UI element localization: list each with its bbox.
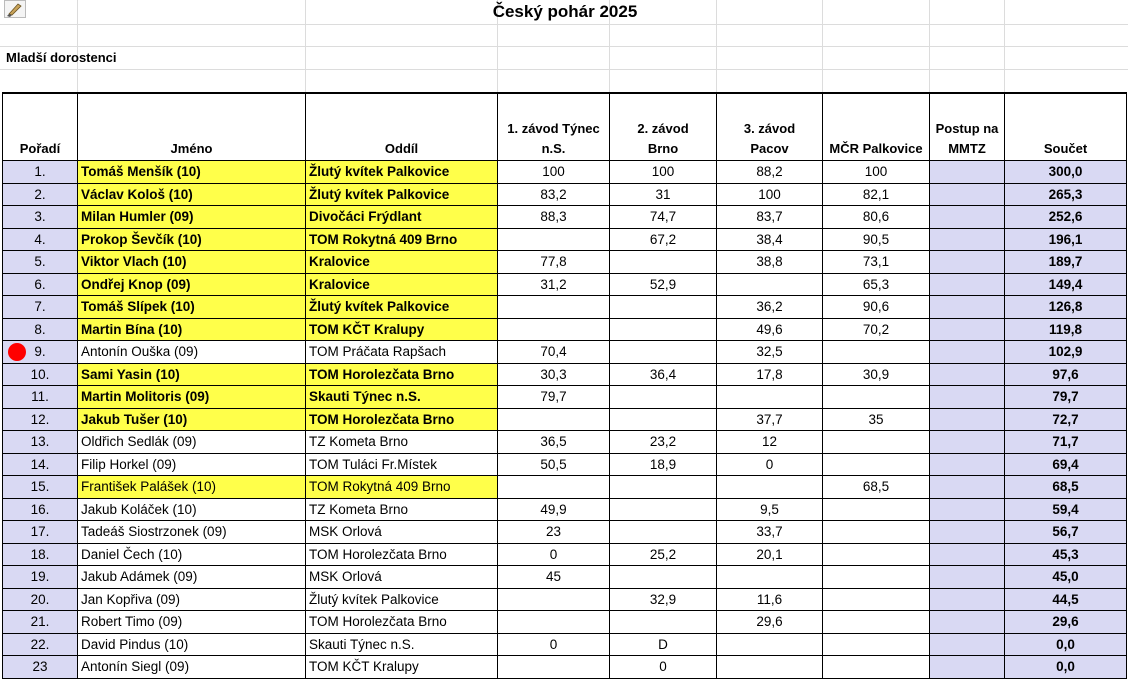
table-row[interactable] [3,183,1127,206]
row-rank[interactable]: 21. [3,611,78,634]
row-advance[interactable] [930,521,1005,544]
row-club[interactable]: Žlutý kvítek Palkovice [306,161,498,184]
row-name[interactable]: Martin Molitoris (09) [78,386,306,409]
row-race3[interactable]: 33,7 [717,521,823,544]
row-race1[interactable]: 0 [498,543,610,566]
row-race1[interactable]: 36,5 [498,431,610,454]
row-race2[interactable]: 36,4 [610,363,717,386]
col-total[interactable]: Součet [1005,93,1127,161]
row-race2[interactable]: 74,7 [610,206,717,229]
row-advance[interactable] [930,633,1005,656]
row-rank[interactable]: 11. [3,386,78,409]
row-club[interactable]: TZ Kometa Brno [306,498,498,521]
category-label: Mladší dorostenci [6,50,117,65]
row-race2[interactable]: 31 [610,183,717,206]
row-club[interactable]: Skauti Týnec n.S. [306,633,498,656]
row-name[interactable]: Antonín Siegl (09) [78,656,306,679]
row-club[interactable]: TOM Práčata Rapšach [306,341,498,364]
col-race3[interactable]: 3. závod Pacov [717,93,823,161]
row-rank[interactable]: 6. [3,273,78,296]
row-name[interactable]: Jakub Tušer (10) [78,408,306,431]
row-race1[interactable]: 23 [498,521,610,544]
row-total[interactable]: 79,7 [1005,386,1127,409]
row-total[interactable]: 45,0 [1005,566,1127,589]
row-name[interactable]: Filip Horkel (09) [78,453,306,476]
row-race2[interactable]: 67,2 [610,228,717,251]
row-club[interactable]: TOM KČT Kralupy [306,656,498,679]
row-name[interactable]: František Palášek (10) [78,476,306,499]
row-name[interactable]: David Pindus (10) [78,633,306,656]
row-advance[interactable] [930,588,1005,611]
row-name[interactable]: Sami Yasin (10) [78,363,306,386]
row-rank[interactable]: 17. [3,521,78,544]
brush-icon[interactable] [4,0,26,18]
row-race1[interactable] [498,408,610,431]
row-mcr[interactable] [823,588,930,611]
row-race1[interactable]: 30,3 [498,363,610,386]
table-row[interactable] [3,656,1127,679]
row-mcr[interactable]: 30,9 [823,363,930,386]
row-race3[interactable]: 36,2 [717,296,823,319]
row-race1[interactable]: 79,7 [498,386,610,409]
table-row[interactable] [3,566,1127,589]
col-rank[interactable]: Pořadí [3,93,78,161]
row-race3[interactable]: 29,6 [717,611,823,634]
table-row[interactable] [3,273,1127,296]
row-name[interactable]: Milan Humler (09) [78,206,306,229]
row-rank[interactable]: 23 [3,656,78,679]
row-race2[interactable]: 100 [610,161,717,184]
table-row[interactable] [3,453,1127,476]
row-name[interactable]: Václav Kološ (10) [78,183,306,206]
row-race2[interactable] [610,341,717,364]
row-race1[interactable] [498,611,610,634]
row-name[interactable]: Tomáš Menšík (10) [78,161,306,184]
row-rank[interactable]: 4. [3,228,78,251]
row-race2[interactable] [610,498,717,521]
row-advance[interactable] [930,206,1005,229]
row-advance[interactable] [930,296,1005,319]
row-race3[interactable]: 12 [717,431,823,454]
row-rank[interactable]: 16. [3,498,78,521]
row-club[interactable]: Kralovice [306,273,498,296]
row-mcr[interactable]: 65,3 [823,273,930,296]
table-row[interactable] [3,228,1127,251]
row-race1[interactable]: 70,4 [498,341,610,364]
row-race3[interactable]: 9,5 [717,498,823,521]
row-rank[interactable]: 12. [3,408,78,431]
row-advance[interactable] [930,431,1005,454]
row-race1[interactable]: 49,9 [498,498,610,521]
row-race2[interactable] [610,386,717,409]
row-race2[interactable]: 32,9 [610,588,717,611]
col-mcr[interactable]: MČR Palkovice [823,93,930,161]
row-race3[interactable]: 100 [717,183,823,206]
table-row[interactable] [3,431,1127,454]
row-rank[interactable]: 14. [3,453,78,476]
row-race3[interactable]: 32,5 [717,341,823,364]
row-club[interactable]: Divočáci Frýdlant [306,206,498,229]
row-mcr[interactable]: 68,5 [823,476,930,499]
row-club[interactable]: TOM Rokytná 409 Brno [306,476,498,499]
row-race3[interactable] [717,476,823,499]
row-club[interactable]: TOM Horolezčata Brno [306,611,498,634]
row-mcr[interactable] [823,341,930,364]
row-total[interactable]: 72,7 [1005,408,1127,431]
row-rank[interactable]: 20. [3,588,78,611]
table-row[interactable] [3,206,1127,229]
row-race1[interactable] [498,296,610,319]
row-race1[interactable]: 88,3 [498,206,610,229]
row-total[interactable]: 196,1 [1005,228,1127,251]
row-name[interactable]: Jan Kopřiva (09) [78,588,306,611]
row-name[interactable]: Daniel Čech (10) [78,543,306,566]
row-rank[interactable]: 15. [3,476,78,499]
row-mcr[interactable]: 35 [823,408,930,431]
row-race3[interactable]: 49,6 [717,318,823,341]
row-club[interactable]: TOM Horolezčata Brno [306,543,498,566]
row-total[interactable]: 59,4 [1005,498,1127,521]
row-total[interactable]: 265,3 [1005,183,1127,206]
table-row[interactable] [3,521,1127,544]
row-advance[interactable] [930,386,1005,409]
row-name[interactable]: Tadeáš Siostrzonek (09) [78,521,306,544]
col-club[interactable]: Oddíl [306,93,498,161]
row-advance[interactable] [930,498,1005,521]
row-rank[interactable]: 13. [3,431,78,454]
row-race2[interactable]: 18,9 [610,453,717,476]
row-race3[interactable] [717,273,823,296]
row-advance[interactable] [930,656,1005,679]
row-race3[interactable]: 37,7 [717,408,823,431]
row-race1[interactable]: 83,2 [498,183,610,206]
col-race2[interactable]: 2. závod Brno [610,93,717,161]
row-race2[interactable]: 52,9 [610,273,717,296]
row-advance[interactable] [930,341,1005,364]
row-club[interactable]: TOM Horolezčata Brno [306,408,498,431]
row-club[interactable]: TOM Rokytná 409 Brno [306,228,498,251]
row-mcr[interactable] [823,633,930,656]
row-race1[interactable]: 31,2 [498,273,610,296]
row-race3[interactable]: 20,1 [717,543,823,566]
row-advance[interactable] [930,183,1005,206]
row-total[interactable]: 0,0 [1005,633,1127,656]
row-total[interactable]: 252,6 [1005,206,1127,229]
table-row[interactable] [3,251,1127,274]
row-club[interactable]: TZ Kometa Brno [306,431,498,454]
row-race2[interactable] [610,408,717,431]
row-mcr[interactable]: 73,1 [823,251,930,274]
row-race1[interactable]: 100 [498,161,610,184]
table-row[interactable] [3,296,1127,319]
row-mcr[interactable]: 80,6 [823,206,930,229]
row-club[interactable]: MSK Orlová [306,566,498,589]
col-race1[interactable]: 1. závod Týnec n.S. [498,93,610,161]
row-race3[interactable] [717,566,823,589]
row-name[interactable]: Martin Bína (10) [78,318,306,341]
row-race2[interactable]: 25,2 [610,543,717,566]
row-club[interactable]: Žlutý kvítek Palkovice [306,588,498,611]
table-row[interactable] [3,498,1127,521]
results-table [2,92,1127,679]
col-name[interactable]: Jméno [78,93,306,161]
row-race3[interactable]: 0 [717,453,823,476]
row-advance[interactable] [930,476,1005,499]
row-rank[interactable]: 9. [3,341,78,364]
row-race3[interactable]: 17,8 [717,363,823,386]
row-club[interactable]: Skauti Týnec n.S. [306,386,498,409]
table-row[interactable] [3,476,1127,499]
row-mcr[interactable] [823,453,930,476]
row-total[interactable]: 102,9 [1005,341,1127,364]
row-club[interactable]: TOM KČT Kralupy [306,318,498,341]
row-club[interactable]: TOM Horolezčata Brno [306,363,498,386]
row-name[interactable]: Antonín Ouška (09) [78,341,306,364]
row-club[interactable]: Kralovice [306,251,498,274]
row-name[interactable]: Robert Timo (09) [78,611,306,634]
row-race3[interactable]: 38,4 [717,228,823,251]
row-advance[interactable] [930,566,1005,589]
row-mcr[interactable] [823,498,930,521]
sheet-title: Český pohár 2025 [492,2,638,21]
col-advance[interactable]: Postup na MMTZ [930,93,1005,161]
row-club[interactable]: Žlutý kvítek Palkovice [306,183,498,206]
row-advance[interactable] [930,273,1005,296]
row-mcr[interactable]: 82,1 [823,183,930,206]
row-name[interactable]: Oldřich Sedlák (09) [78,431,306,454]
table-row[interactable] [3,363,1127,386]
row-advance[interactable] [930,228,1005,251]
row-race1[interactable]: 77,8 [498,251,610,274]
row-advance[interactable] [930,161,1005,184]
row-mcr[interactable] [823,431,930,454]
row-mcr[interactable] [823,611,930,634]
table-row[interactable] [3,386,1127,409]
row-rank[interactable]: 2. [3,183,78,206]
row-race2[interactable] [610,318,717,341]
row-club[interactable]: MSK Orlová [306,521,498,544]
row-total[interactable]: 45,3 [1005,543,1127,566]
row-race2[interactable]: 23,2 [610,431,717,454]
row-name[interactable]: Jakub Adámek (09) [78,566,306,589]
row-mcr[interactable] [823,521,930,544]
row-total[interactable]: 71,7 [1005,431,1127,454]
row-rank[interactable]: 19. [3,566,78,589]
header-row [3,93,1127,161]
row-total[interactable]: 97,6 [1005,363,1127,386]
row-advance[interactable] [930,611,1005,634]
row-name[interactable]: Prokop Ševčík (10) [78,228,306,251]
row-race3[interactable] [717,386,823,409]
row-race1[interactable] [498,588,610,611]
row-mcr[interactable] [823,386,930,409]
row-mcr[interactable]: 100 [823,161,930,184]
table-row[interactable] [3,161,1127,184]
row-total[interactable]: 300,0 [1005,161,1127,184]
row-mcr[interactable] [823,543,930,566]
row-advance[interactable] [930,408,1005,431]
row-name[interactable]: Jakub Koláček (10) [78,498,306,521]
row-race1[interactable] [498,656,610,679]
row-race2[interactable]: 0 [610,656,717,679]
row-mcr[interactable] [823,566,930,589]
row-rank[interactable]: 8. [3,318,78,341]
row-race1[interactable]: 0 [498,633,610,656]
red-dot-marker [8,343,26,361]
row-race2[interactable] [610,251,717,274]
row-total[interactable]: 44,5 [1005,588,1127,611]
row-name[interactable]: Ondřej Knop (09) [78,273,306,296]
row-mcr[interactable]: 90,6 [823,296,930,319]
row-race3[interactable] [717,656,823,679]
table-row[interactable] [3,408,1127,431]
table-row[interactable] [3,318,1127,341]
row-race3[interactable]: 11,6 [717,588,823,611]
row-race2[interactable] [610,611,717,634]
row-advance[interactable] [930,251,1005,274]
row-rank[interactable]: 22. [3,633,78,656]
row-advance[interactable] [930,453,1005,476]
row-total[interactable]: 189,7 [1005,251,1127,274]
table-row[interactable] [3,543,1127,566]
table-row[interactable] [3,633,1127,656]
row-total[interactable]: 126,8 [1005,296,1127,319]
row-advance[interactable] [930,363,1005,386]
row-total[interactable]: 119,8 [1005,318,1127,341]
row-club[interactable]: TOM Tuláci Fr.Místek [306,453,498,476]
row-race2[interactable] [610,476,717,499]
row-advance[interactable] [930,318,1005,341]
row-mcr[interactable] [823,656,930,679]
table-row[interactable] [3,341,1127,364]
table-row[interactable] [3,611,1127,634]
row-race3[interactable]: 83,7 [717,206,823,229]
row-mcr[interactable]: 70,2 [823,318,930,341]
row-rank[interactable]: 18. [3,543,78,566]
row-rank[interactable]: 10. [3,363,78,386]
row-total[interactable]: 69,4 [1005,453,1127,476]
row-advance[interactable] [930,543,1005,566]
row-race2[interactable] [610,296,717,319]
row-race1[interactable] [498,476,610,499]
row-total[interactable]: 149,4 [1005,273,1127,296]
row-race3[interactable] [717,633,823,656]
row-total[interactable]: 29,6 [1005,611,1127,634]
row-rank[interactable]: 5. [3,251,78,274]
row-race1[interactable]: 50,5 [498,453,610,476]
row-mcr[interactable]: 90,5 [823,228,930,251]
table-row[interactable] [3,588,1127,611]
row-rank[interactable]: 7. [3,296,78,319]
row-name[interactable]: Tomáš Slípek (10) [78,296,306,319]
row-rank[interactable]: 3. [3,206,78,229]
row-total[interactable]: 68,5 [1005,476,1127,499]
row-race2[interactable] [610,521,717,544]
row-total[interactable]: 0,0 [1005,656,1127,679]
row-race1[interactable] [498,228,610,251]
row-name[interactable]: Viktor Vlach (10) [78,251,306,274]
row-club[interactable]: Žlutý kvítek Palkovice [306,296,498,319]
row-race1[interactable]: 45 [498,566,610,589]
row-race1[interactable] [498,318,610,341]
row-race3[interactable]: 88,2 [717,161,823,184]
row-race3[interactable]: 38,8 [717,251,823,274]
row-race2[interactable]: D [610,633,717,656]
row-race2[interactable] [610,566,717,589]
row-total[interactable]: 56,7 [1005,521,1127,544]
row-rank[interactable]: 1. [3,161,78,184]
